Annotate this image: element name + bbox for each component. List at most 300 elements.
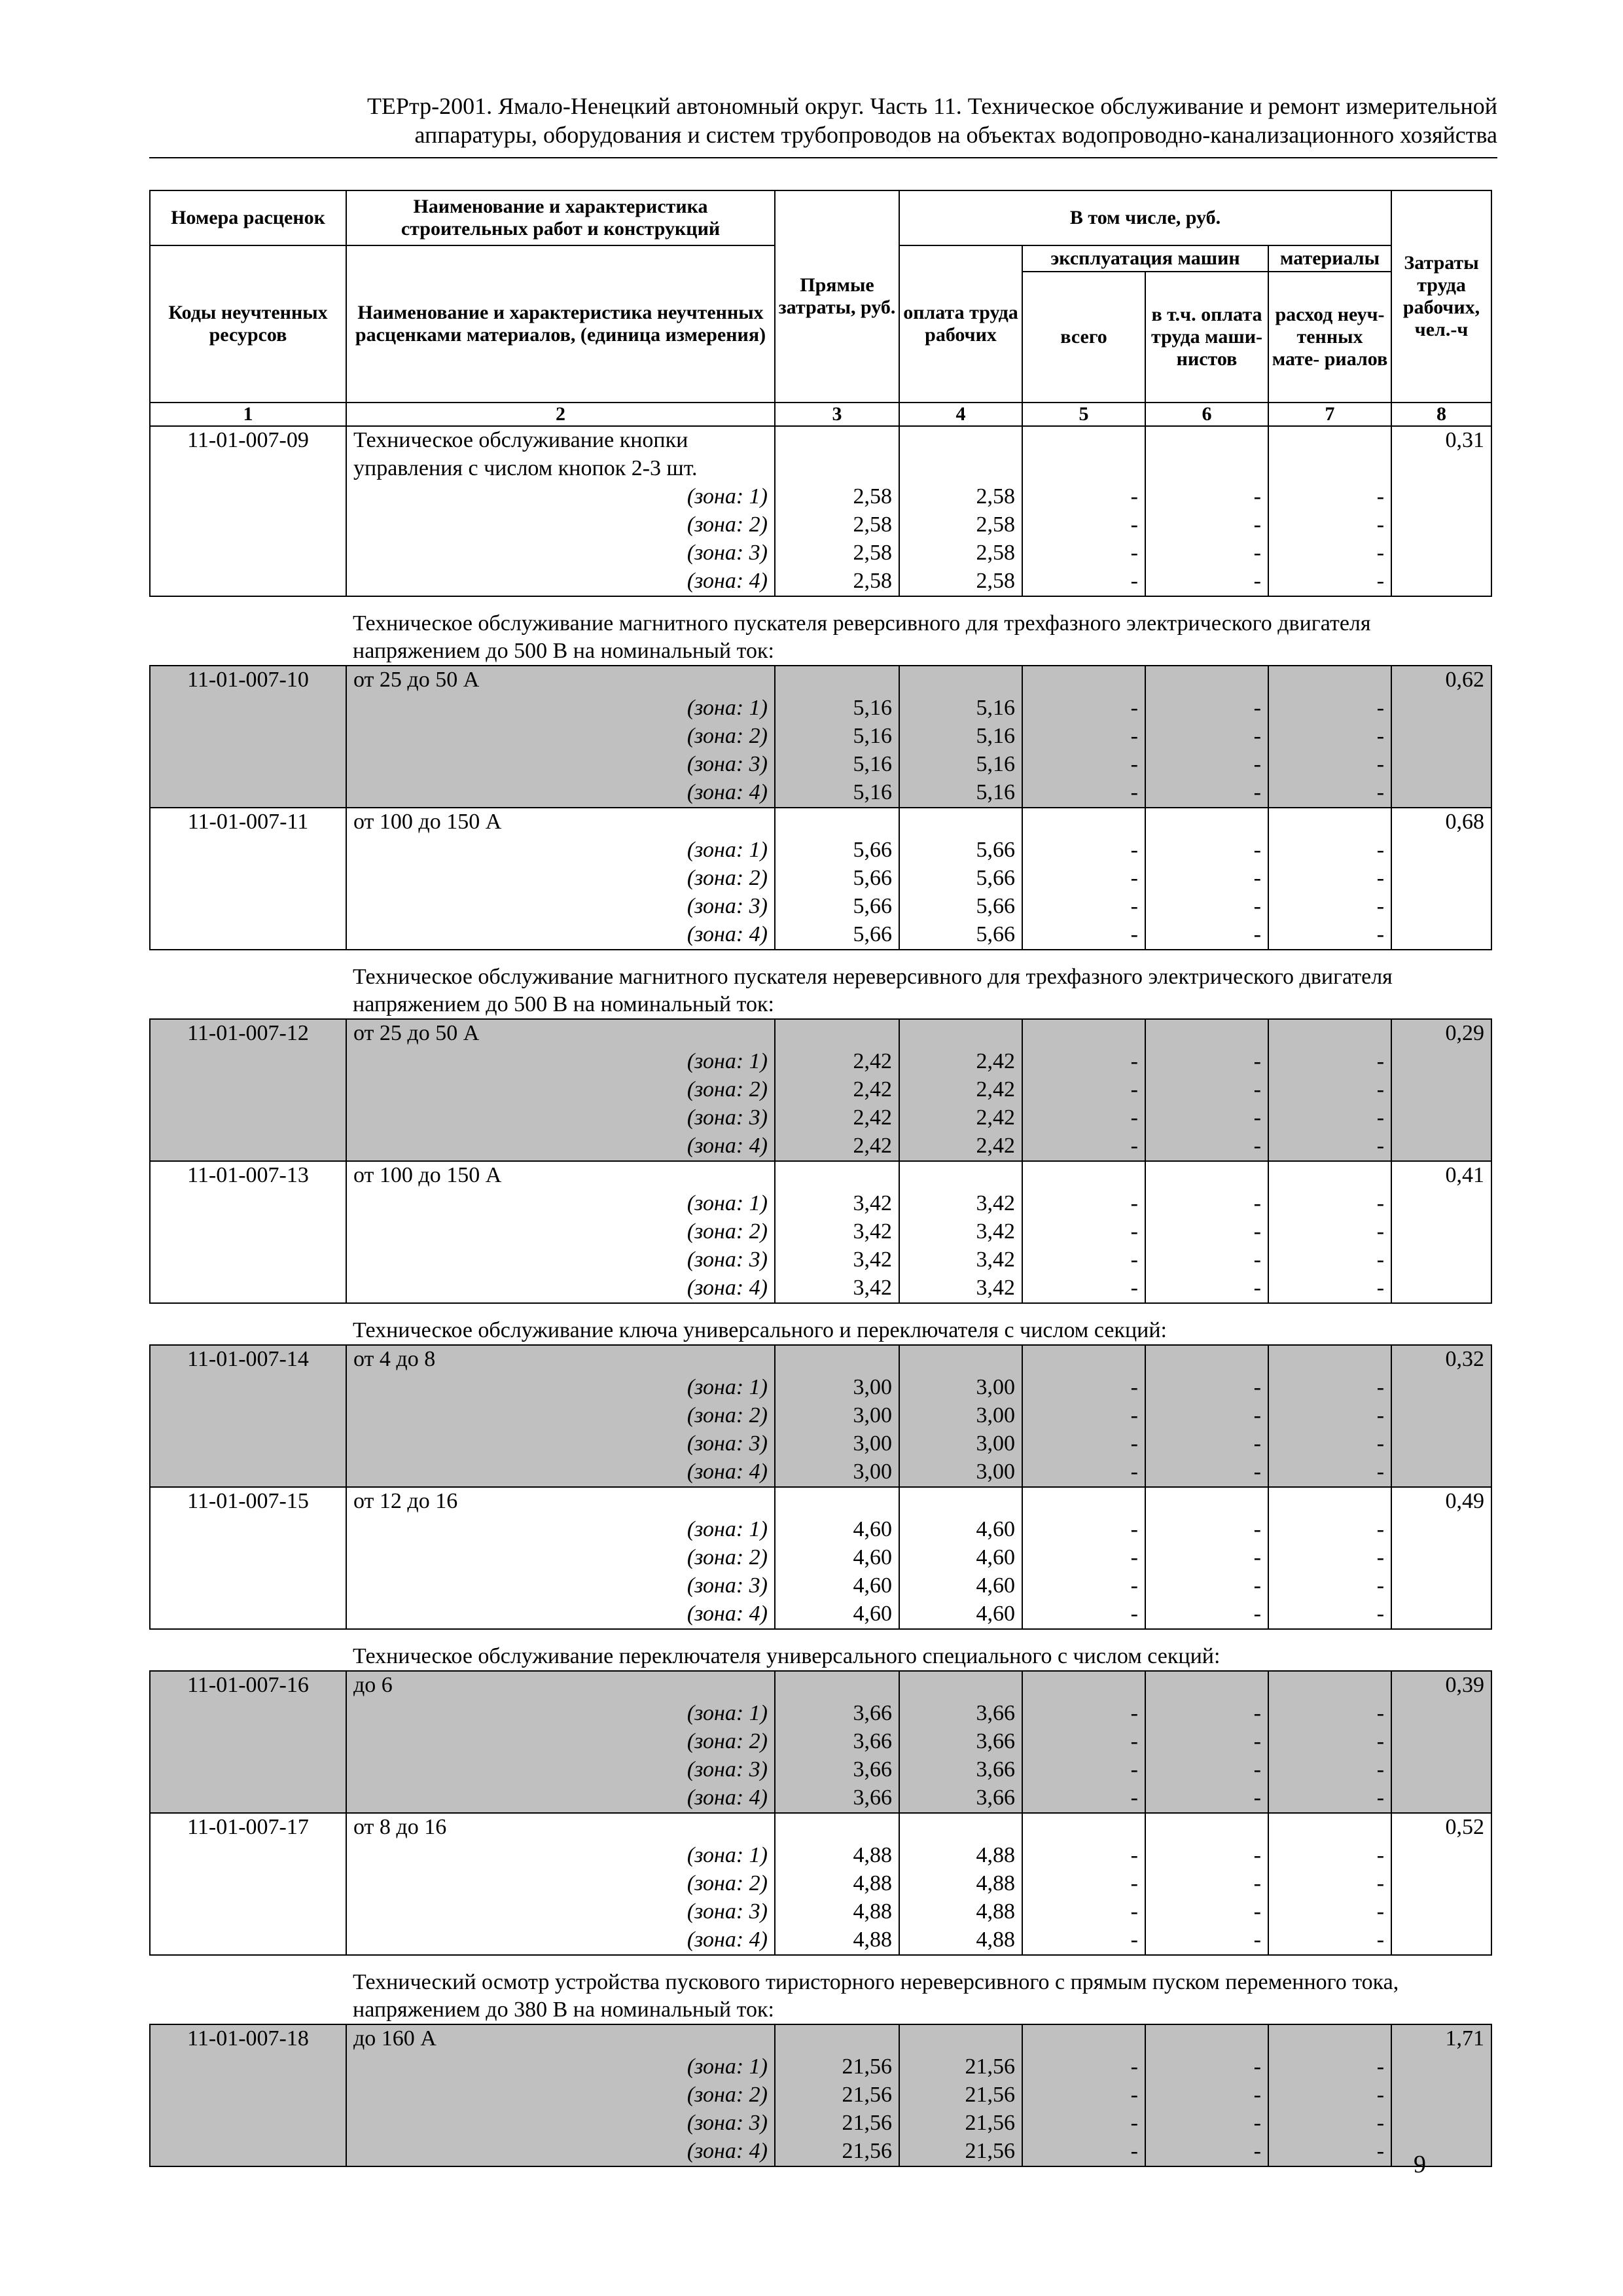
rate-code-empty — [150, 539, 346, 567]
material-usage-value: - — [1268, 1544, 1391, 1572]
column-number: 8 — [1391, 403, 1491, 426]
material-usage-empty — [1268, 666, 1391, 694]
table-row — [150, 1784, 1491, 1813]
labor-empty — [1391, 1076, 1491, 1104]
worker-pay-value: 21,56 — [899, 2138, 1022, 2166]
machine-total-value: - — [1022, 1246, 1145, 1274]
direct-costs-value: 21,56 — [775, 2138, 899, 2166]
zone-label: (зона: 1) — [687, 1517, 768, 1541]
direct-costs-value: 3,42 — [775, 1218, 899, 1246]
direct-costs-value: 2,58 — [775, 511, 899, 539]
zone-label: (зона: 3) — [687, 2111, 768, 2135]
table-row — [150, 1572, 1491, 1600]
head-including: В том числе, руб. — [899, 190, 1391, 245]
machine-pay-empty — [1145, 1345, 1268, 1374]
worker-pay-empty — [899, 1671, 1022, 1700]
rate-code-empty — [150, 2109, 346, 2138]
direct-costs-value: 21,56 — [775, 2109, 899, 2138]
zone-label: (зона: 2) — [687, 512, 768, 537]
labor-empty — [1391, 455, 1491, 483]
direct-costs-value: 4,88 — [775, 1842, 899, 1870]
machine-pay-value: - — [1145, 1190, 1268, 1218]
column-number: 7 — [1268, 403, 1391, 426]
labor-empty — [1391, 1544, 1491, 1572]
rate-code-empty — [150, 723, 346, 751]
table-row — [150, 808, 1491, 836]
section-row — [150, 1303, 1491, 1345]
worker-pay-value: 3,42 — [899, 1190, 1022, 1218]
zone-label: (зона: 4) — [687, 2139, 768, 2163]
worker-pay-value: 5,66 — [899, 921, 1022, 950]
machine-pay-empty — [1145, 426, 1268, 455]
rate-code-empty — [150, 1402, 346, 1430]
labor-empty — [1391, 1430, 1491, 1458]
table-row — [150, 779, 1491, 808]
direct-costs-value: 2,42 — [775, 1048, 899, 1076]
worker-pay-value: 21,56 — [899, 2109, 1022, 2138]
machine-total-value: - — [1022, 893, 1145, 921]
rate-code: 11-01-007-12 — [150, 1019, 346, 1048]
zone-cell — [346, 483, 775, 511]
zone-cell — [346, 1218, 775, 1246]
table-row — [150, 1374, 1491, 1402]
material-usage-empty — [1268, 808, 1391, 836]
labor-empty — [1391, 1374, 1491, 1402]
work-name: от 100 до 150 А — [346, 1161, 775, 1190]
zone-cell — [346, 1572, 775, 1600]
worker-pay-empty — [899, 1161, 1022, 1190]
worker-pay-value: 3,42 — [899, 1274, 1022, 1303]
direct-costs-value: 2,42 — [775, 1132, 899, 1161]
material-usage-value: - — [1268, 921, 1391, 950]
zone-cell — [346, 751, 775, 779]
material-usage-value: - — [1268, 2109, 1391, 2138]
section-heading: Технический осмотр устройства пускового тиристорного нереверсивного с прямым пуском переменного тока, напряжением до 380 В на номинальный ток: — [353, 1970, 1399, 2022]
material-usage-value: - — [1268, 723, 1391, 751]
material-usage-empty — [1268, 2024, 1391, 2053]
direct-costs-value: 3,66 — [775, 1700, 899, 1728]
machine-total-empty — [1022, 666, 1145, 694]
machine-pay-value: - — [1145, 1132, 1268, 1161]
zone-cell — [346, 1870, 775, 1898]
worker-pay-value: 4,88 — [899, 1842, 1022, 1870]
machine-total-value: - — [1022, 836, 1145, 865]
zone-label: (зона: 1) — [687, 484, 768, 509]
table-row — [150, 723, 1491, 751]
table-row — [150, 2138, 1491, 2166]
labor-empty — [1391, 567, 1491, 596]
zone-label: (зона: 4) — [687, 1134, 768, 1158]
machine-pay-value: - — [1145, 2138, 1268, 2166]
direct-costs-value: 5,16 — [775, 751, 899, 779]
labor-empty — [1391, 1274, 1491, 1303]
direct-costs-empty — [775, 455, 899, 483]
worker-pay-value: 3,42 — [899, 1218, 1022, 1246]
machine-pay-value: - — [1145, 1374, 1268, 1402]
zone-label: (зона: 4) — [687, 569, 768, 593]
machine-total-value: - — [1022, 779, 1145, 808]
zone-cell — [346, 921, 775, 950]
direct-costs-empty — [775, 808, 899, 836]
labor-empty — [1391, 921, 1491, 950]
machine-pay-empty — [1145, 1161, 1268, 1190]
material-usage-empty — [1268, 1813, 1391, 1842]
zone-label: (зона: 3) — [687, 1573, 768, 1598]
head-unaccounted-codes: Коды неучтенных ресурсов — [150, 245, 346, 403]
rate-code-empty — [150, 483, 346, 511]
machine-total-value: - — [1022, 1402, 1145, 1430]
zone-label: (зона: 3) — [687, 1431, 768, 1456]
zone-cell — [346, 1430, 775, 1458]
machine-total-value: - — [1022, 1898, 1145, 1926]
worker-pay-value: 5,16 — [899, 694, 1022, 723]
worker-pay-value: 3,00 — [899, 1402, 1022, 1430]
rate-code-empty — [150, 1104, 346, 1132]
rate-code-empty — [150, 1076, 346, 1104]
column-number: 6 — [1145, 403, 1268, 426]
work-name: от 4 до 8 — [346, 1345, 775, 1374]
zone-label: (зона: 3) — [687, 752, 768, 776]
labor-value: 0,68 — [1391, 808, 1491, 836]
material-usage-value: - — [1268, 1132, 1391, 1161]
machine-total-value: - — [1022, 1104, 1145, 1132]
material-usage-value: - — [1268, 1190, 1391, 1218]
zone-label: (зона: 3) — [687, 1757, 768, 1782]
table-row — [150, 1870, 1491, 1898]
section-spacer — [150, 1955, 346, 2024]
zone-cell — [346, 2109, 775, 2138]
machine-pay-value: - — [1145, 779, 1268, 808]
zone-cell — [346, 893, 775, 921]
zone-label: (зона: 1) — [687, 1191, 768, 1215]
table-row — [150, 893, 1491, 921]
direct-costs-value: 5,16 — [775, 723, 899, 751]
machine-total-value: - — [1022, 921, 1145, 950]
zone-label: (зона: 1) — [687, 838, 768, 862]
worker-pay-value: 2,42 — [899, 1132, 1022, 1161]
table-row — [150, 1671, 1491, 1700]
labor-empty — [1391, 1926, 1491, 1955]
worker-pay-value: 2,58 — [899, 567, 1022, 596]
direct-costs-value: 3,00 — [775, 1374, 899, 1402]
rate-code: 11-01-007-10 — [150, 666, 346, 694]
table-row — [150, 865, 1491, 893]
rate-code-empty — [150, 1572, 346, 1600]
labor-empty — [1391, 483, 1491, 511]
labor-empty — [1391, 779, 1491, 808]
machine-total-value: - — [1022, 2081, 1145, 2109]
machine-total-value: - — [1022, 1190, 1145, 1218]
head-labor: Затраты труда рабочих, чел.-ч — [1391, 190, 1491, 403]
table-row — [150, 1700, 1491, 1728]
rate-code-empty — [150, 1274, 346, 1303]
machine-total-value: - — [1022, 723, 1145, 751]
machine-pay-value: - — [1145, 1544, 1268, 1572]
zone-cell — [346, 2081, 775, 2109]
head-machine-pay: в т.ч. оплата труда маши- нистов — [1145, 272, 1268, 403]
zone-cell — [346, 2138, 775, 2166]
zone-label: (зона: 2) — [687, 1077, 768, 1102]
table-row — [150, 483, 1491, 511]
machine-total-value: - — [1022, 2138, 1145, 2166]
labor-value: 0,29 — [1391, 1019, 1491, 1048]
machine-pay-value: - — [1145, 1048, 1268, 1076]
rate-code-empty — [150, 779, 346, 808]
machine-pay-value: - — [1145, 1572, 1268, 1600]
direct-costs-empty — [775, 1345, 899, 1374]
zone-label: (зона: 3) — [687, 1247, 768, 1272]
zone-cell — [346, 1784, 775, 1813]
direct-costs-value: 2,58 — [775, 483, 899, 511]
machine-total-empty — [1022, 1345, 1145, 1374]
labor-value: 0,32 — [1391, 1345, 1491, 1374]
table-row — [150, 921, 1491, 950]
header-line-1: ТЕРтр-2001. Ямало-Ненецкий автономный округ. Часть 11. Техническое обслуживание и ремонт измерительной — [366, 93, 1497, 119]
machine-total-value: - — [1022, 865, 1145, 893]
table-row — [150, 1402, 1491, 1430]
rate-code-empty — [150, 1458, 346, 1487]
header-rule — [149, 157, 1497, 158]
worker-pay-value: 5,66 — [899, 865, 1022, 893]
rate-code: 11-01-007-16 — [150, 1671, 346, 1700]
material-usage-empty — [1268, 1487, 1391, 1516]
zone-cell — [346, 836, 775, 865]
machine-total-value: - — [1022, 1430, 1145, 1458]
worker-pay-value: 21,56 — [899, 2081, 1022, 2109]
labor-value: 0,49 — [1391, 1487, 1491, 1516]
work-name: до 160 А — [346, 2024, 775, 2053]
material-usage-value: - — [1268, 1898, 1391, 1926]
machine-total-value: - — [1022, 1458, 1145, 1487]
material-usage-value: - — [1268, 511, 1391, 539]
machine-total-value: - — [1022, 1132, 1145, 1161]
worker-pay-value: 3,66 — [899, 1728, 1022, 1756]
direct-costs-value: 4,60 — [775, 1600, 899, 1629]
worker-pay-value: 4,60 — [899, 1572, 1022, 1600]
machine-pay-value: - — [1145, 751, 1268, 779]
rate-code-empty — [150, 865, 346, 893]
machine-pay-value: - — [1145, 1246, 1268, 1274]
material-usage-value: - — [1268, 1274, 1391, 1303]
zone-label: (зона: 1) — [687, 1843, 768, 1867]
table-row — [150, 567, 1491, 596]
labor-empty — [1391, 1870, 1491, 1898]
zone-label: (зона: 3) — [687, 894, 768, 918]
machine-pay-value: - — [1145, 483, 1268, 511]
zone-label: (зона: 4) — [687, 1928, 768, 1952]
work-name: Техническое обслуживание кнопки — [346, 426, 775, 455]
table-row — [150, 455, 1491, 483]
labor-empty — [1391, 1104, 1491, 1132]
rate-code-empty — [150, 1048, 346, 1076]
labor-value: 0,41 — [1391, 1161, 1491, 1190]
worker-pay-value: 3,66 — [899, 1784, 1022, 1813]
rate-code-empty — [150, 2138, 346, 2166]
zone-cell — [346, 1246, 775, 1274]
direct-costs-value: 2,42 — [775, 1104, 899, 1132]
worker-pay-value: 5,66 — [899, 893, 1022, 921]
zone-label: (зона: 2) — [687, 2083, 768, 2107]
labor-empty — [1391, 836, 1491, 865]
direct-costs-empty — [775, 1019, 899, 1048]
direct-costs-value: 3,66 — [775, 1756, 899, 1784]
machine-pay-empty — [1145, 1671, 1268, 1700]
table-row — [150, 1458, 1491, 1487]
section-row — [150, 1955, 1491, 2024]
machine-pay-value: - — [1145, 567, 1268, 596]
zone-cell — [346, 1458, 775, 1487]
table-row — [150, 539, 1491, 567]
worker-pay-value: 21,56 — [899, 2053, 1022, 2081]
material-usage-value: - — [1268, 1048, 1391, 1076]
rate-code-empty — [150, 836, 346, 865]
zone-label: (зона: 4) — [687, 1602, 768, 1626]
worker-pay-value: 2,58 — [899, 511, 1022, 539]
direct-costs-value: 5,16 — [775, 694, 899, 723]
direct-costs-value: 3,42 — [775, 1274, 899, 1303]
table-row — [150, 1813, 1491, 1842]
machine-pay-empty — [1145, 2024, 1268, 2053]
zone-cell — [346, 1926, 775, 1955]
zone-cell — [346, 539, 775, 567]
direct-costs-value: 21,56 — [775, 2053, 899, 2081]
direct-costs-value: 4,60 — [775, 1544, 899, 1572]
zone-label: (зона: 4) — [687, 1276, 768, 1300]
material-usage-value: - — [1268, 1926, 1391, 1955]
machine-pay-value: - — [1145, 511, 1268, 539]
rate-code: 11-01-007-13 — [150, 1161, 346, 1190]
material-usage-value: - — [1268, 1430, 1391, 1458]
zone-cell — [346, 1076, 775, 1104]
material-usage-value: - — [1268, 1756, 1391, 1784]
material-usage-value: - — [1268, 1104, 1391, 1132]
rate-code-empty — [150, 1870, 346, 1898]
labor-value: 0,62 — [1391, 666, 1491, 694]
labor-empty — [1391, 1048, 1491, 1076]
table-row — [150, 1600, 1491, 1629]
direct-costs-value: 2,58 — [775, 567, 899, 596]
zone-cell — [346, 1104, 775, 1132]
direct-costs-value: 4,88 — [775, 1898, 899, 1926]
direct-costs-value: 3,66 — [775, 1728, 899, 1756]
rate-code: 11-01-007-09 — [150, 426, 346, 455]
machine-total-value: - — [1022, 694, 1145, 723]
zone-cell — [346, 2053, 775, 2081]
machine-pay-value: - — [1145, 1402, 1268, 1430]
machine-total-value: - — [1022, 1516, 1145, 1544]
labor-empty — [1391, 2081, 1491, 2109]
material-usage-value: - — [1268, 1218, 1391, 1246]
table-row — [150, 1898, 1491, 1926]
machine-pay-empty — [1145, 1487, 1268, 1516]
zone-label: (зона: 2) — [687, 1871, 768, 1895]
worker-pay-value: 4,60 — [899, 1544, 1022, 1572]
machine-total-value: - — [1022, 1544, 1145, 1572]
worker-pay-empty — [899, 1345, 1022, 1374]
material-usage-value: - — [1268, 1458, 1391, 1487]
machine-pay-value: - — [1145, 1274, 1268, 1303]
material-usage-value: - — [1268, 2081, 1391, 2109]
labor-empty — [1391, 723, 1491, 751]
worker-pay-value: 3,66 — [899, 1700, 1022, 1728]
rate-code-empty — [150, 1246, 346, 1274]
table-row — [150, 1487, 1491, 1516]
machine-total-value: - — [1022, 1048, 1145, 1076]
table-row — [150, 1274, 1491, 1303]
labor-value: 1,71 — [1391, 2024, 1491, 2053]
labor-empty — [1391, 539, 1491, 567]
zone-label: (зона: 4) — [687, 1460, 768, 1484]
zone-label: (зона: 2) — [687, 1403, 768, 1427]
zone-label: (зона: 4) — [687, 922, 768, 946]
machine-pay-value: - — [1145, 893, 1268, 921]
direct-costs-empty — [775, 2024, 899, 2053]
zone-cell — [346, 1842, 775, 1870]
table-row — [150, 1728, 1491, 1756]
zone-cell — [346, 567, 775, 596]
worker-pay-value: 2,42 — [899, 1048, 1022, 1076]
machine-total-empty — [1022, 455, 1145, 483]
material-usage-value: - — [1268, 1516, 1391, 1544]
labor-empty — [1391, 1842, 1491, 1870]
direct-costs-value: 4,60 — [775, 1516, 899, 1544]
machine-total-value: - — [1022, 2053, 1145, 2081]
worker-pay-empty — [899, 1487, 1022, 1516]
zone-label: (зона: 2) — [687, 724, 768, 748]
table-row — [150, 2081, 1491, 2109]
zone-cell — [346, 694, 775, 723]
column-number: 4 — [899, 403, 1022, 426]
table-row — [150, 2024, 1491, 2053]
zone-cell — [346, 1600, 775, 1629]
worker-pay-value: 3,42 — [899, 1246, 1022, 1274]
machine-pay-value: - — [1145, 694, 1268, 723]
direct-costs-empty — [775, 1671, 899, 1700]
machine-total-value: - — [1022, 1842, 1145, 1870]
rate-code-empty — [150, 2053, 346, 2081]
zone-label: (зона: 2) — [687, 866, 768, 890]
machine-pay-value: - — [1145, 921, 1268, 950]
direct-costs-value: 3,42 — [775, 1246, 899, 1274]
labor-empty — [1391, 1190, 1491, 1218]
worker-pay-value: 5,16 — [899, 779, 1022, 808]
machine-total-value: - — [1022, 751, 1145, 779]
table-row — [150, 836, 1491, 865]
table-row — [150, 666, 1491, 694]
material-usage-value: - — [1268, 539, 1391, 567]
machine-total-empty — [1022, 1813, 1145, 1842]
work-name: до 6 — [346, 1671, 775, 1700]
machine-total-empty — [1022, 2024, 1145, 2053]
section-heading: Техническое обслуживание магнитного пускателя реверсивного для трехфазного электрического двигателя напряжением до 500 В на номинальный ток: — [353, 611, 1371, 663]
labor-value: 0,39 — [1391, 1671, 1491, 1700]
material-usage-value: - — [1268, 567, 1391, 596]
rate-code: 11-01-007-17 — [150, 1813, 346, 1842]
table-row — [150, 1218, 1491, 1246]
page-header — [149, 92, 1497, 149]
table-row — [150, 1076, 1491, 1104]
material-usage-value: - — [1268, 1842, 1391, 1870]
material-usage-value: - — [1268, 1076, 1391, 1104]
machine-total-value: - — [1022, 483, 1145, 511]
section-row — [150, 596, 1491, 666]
labor-empty — [1391, 694, 1491, 723]
section-row — [150, 1629, 1491, 1671]
zone-cell — [346, 1374, 775, 1402]
machine-pay-value: - — [1145, 1728, 1268, 1756]
zone-label: (зона: 1) — [687, 1049, 768, 1073]
worker-pay-value: 3,00 — [899, 1430, 1022, 1458]
